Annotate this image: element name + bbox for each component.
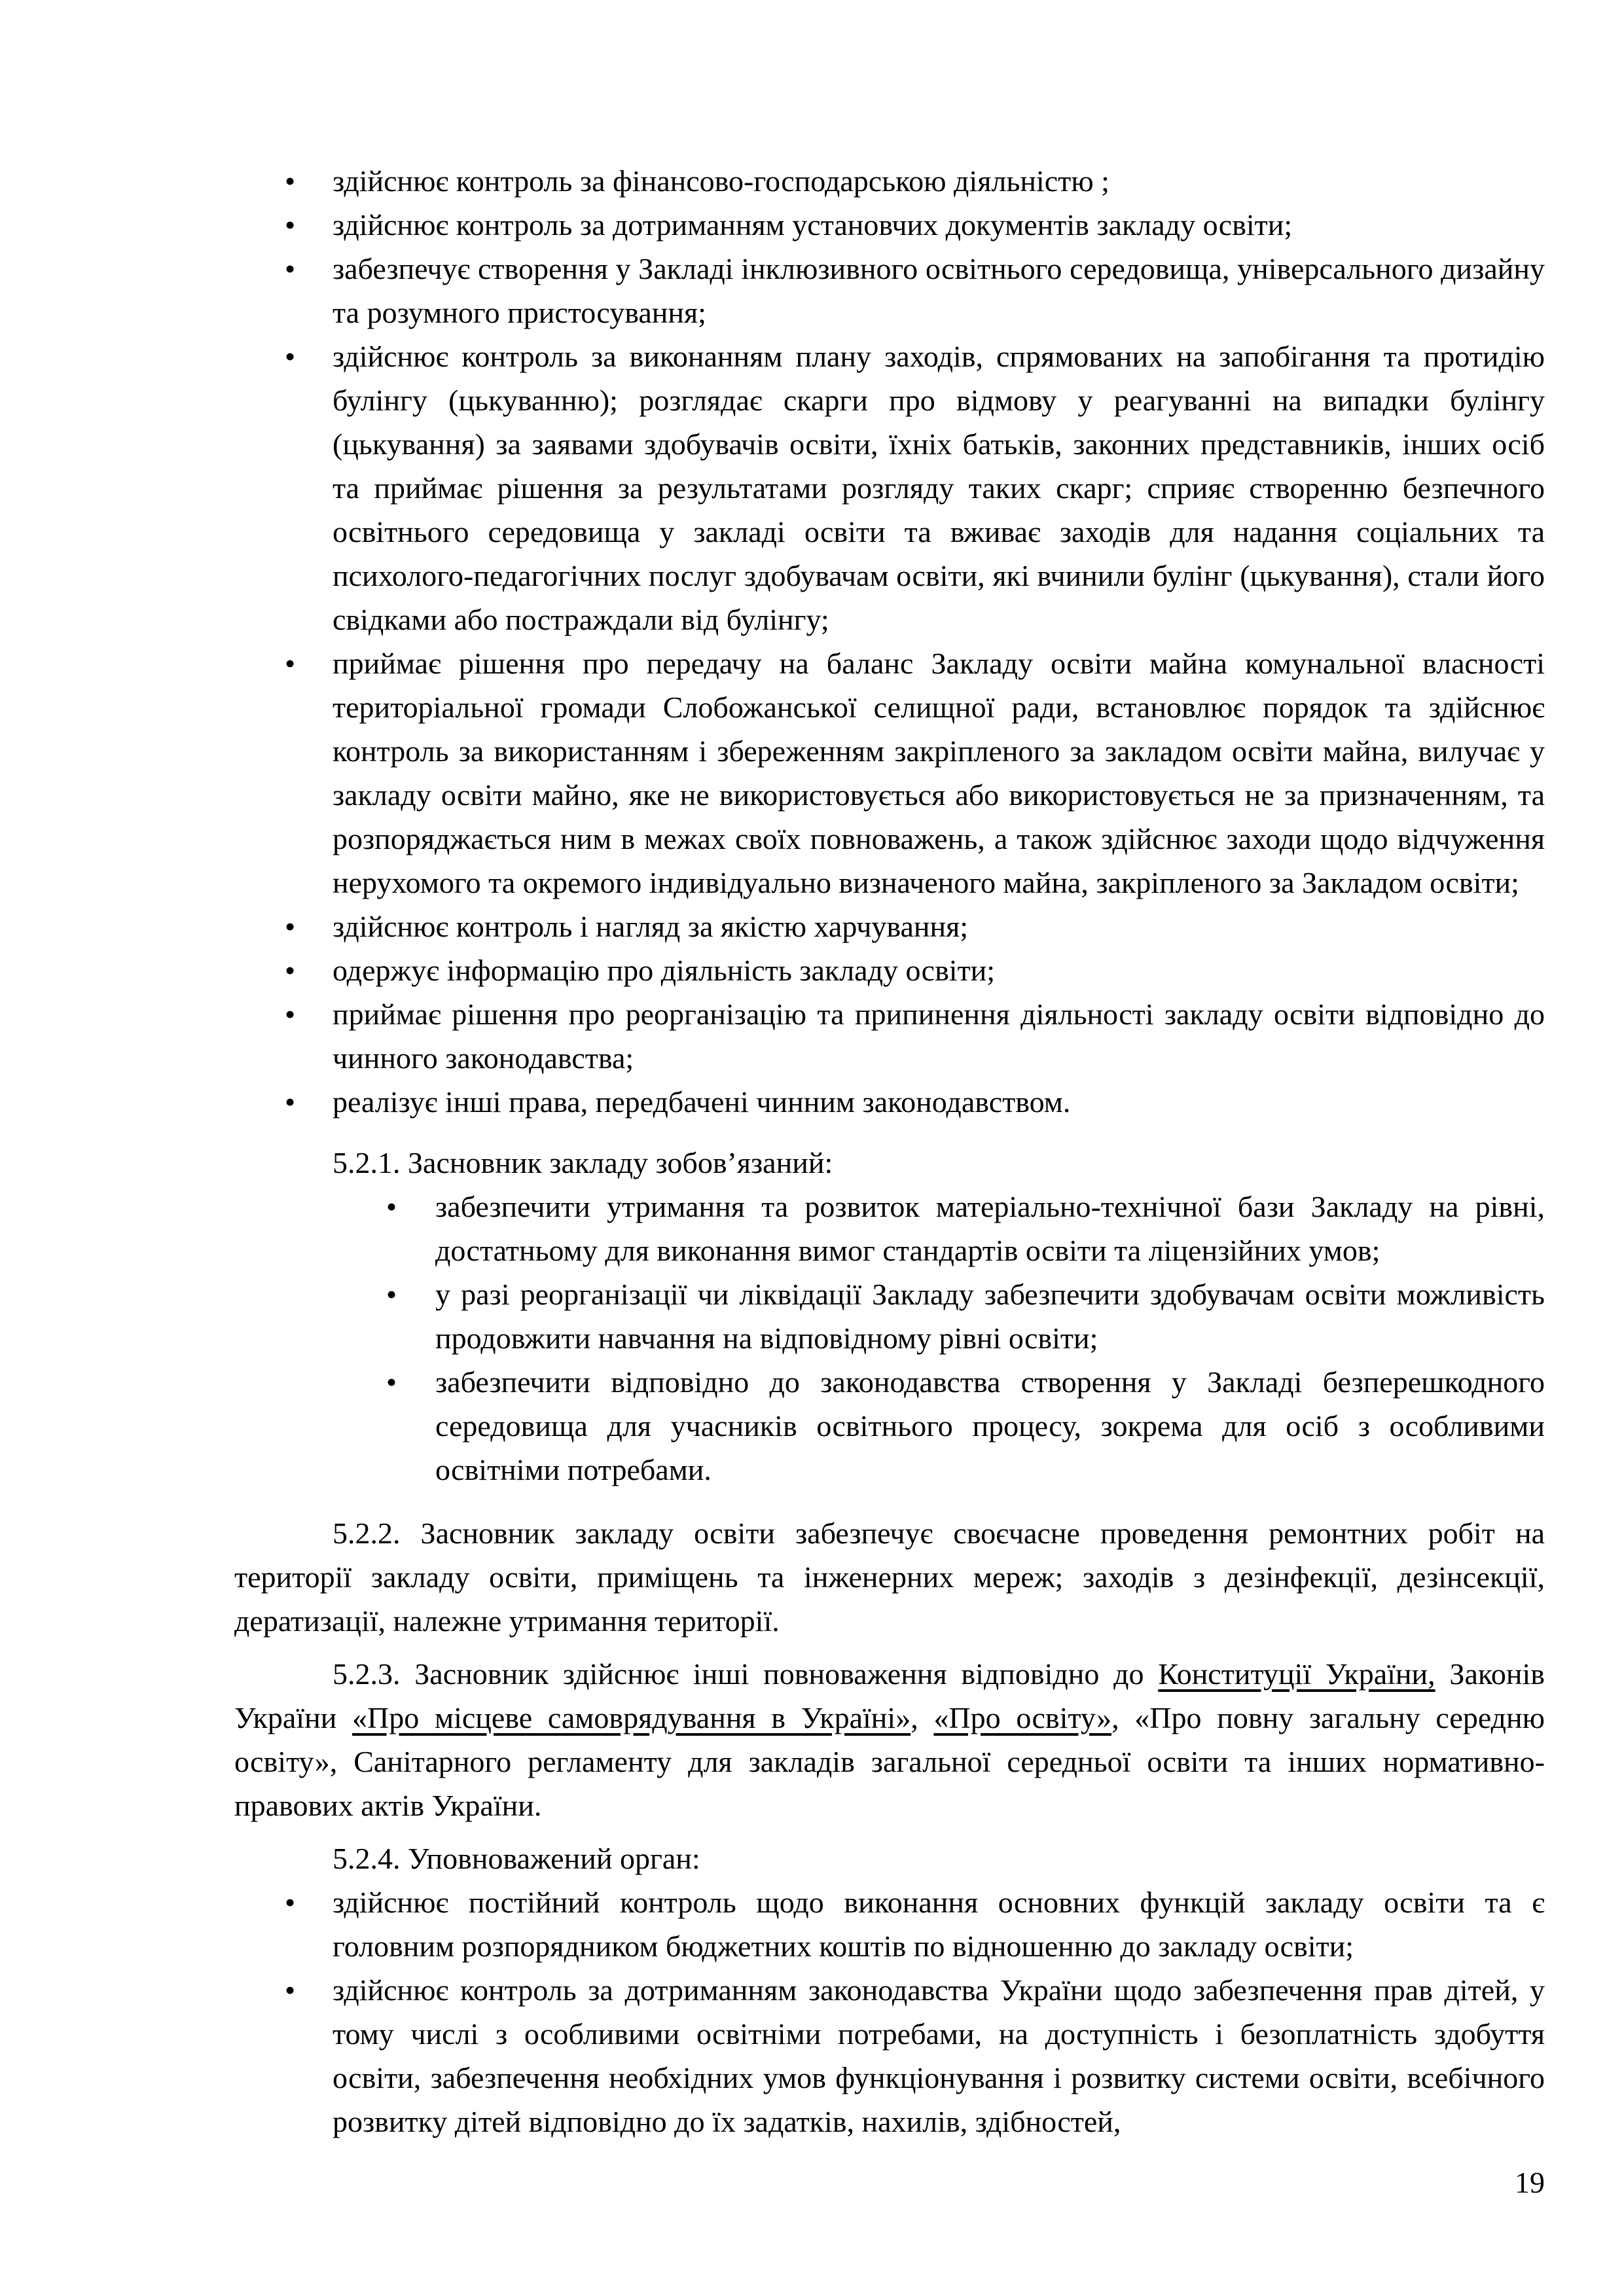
list-item — [234, 1272, 1545, 1360]
list-item — [234, 948, 1545, 992]
paragraph-text: , «Про повну загальну середню освіту», Санітарного регламенту для закладів загальної середньої освіти та інших нормативно-правових актів України. — [234, 1701, 1545, 1822]
list-item-text: приймає рішення про передачу на баланс Закладу освіти майна комунальної власності територіальної громади Слобожанської селищної ради, встановлює порядок та здійснює контроль за використанням і збереженням закріпленого за закладом освіти майна, вилучає у закладу освіти майно, яке не використовується або використовується не за призначенням, та розпоряджається ним в межах своїх повноважень, а також здійснює заходи щодо відчуження нерухомого та окремого індивідуально визначеного майна, закріпленого за Закладом освіти; — [333, 647, 1545, 899]
list-item — [234, 1968, 1545, 2144]
list-item-text: забезпечити утримання та розвиток матеріально-технічної бази Закладу на рівні, достатньому для виконання вимог стандартів освіти та ліцензійних умов; — [435, 1190, 1545, 1267]
list-item — [234, 641, 1545, 905]
paragraph-text: Законів України — [234, 1657, 1545, 1734]
section-5-2-3-paragraph — [234, 1652, 1545, 1827]
list-item — [234, 1080, 1545, 1124]
list-item-text: здійснює контроль і нагляд за якістю харчування; — [333, 910, 969, 943]
list-item-text: приймає рішення про реорганізацію та припинення діяльності закладу освіти відповідно до чинного законодавства; — [333, 997, 1545, 1075]
bullet-icon: • — [285, 208, 296, 242]
list-item-text: забезпечити відповідно до законодавства створення у Закладі безперешкодного середовища для учасників освітнього процесу, зокрема для осіб з особливими освітніми потребами. — [435, 1365, 1545, 1486]
bullet-icon: • — [285, 340, 296, 373]
list-item-text: здійснює постійний контроль щодо виконання основних функцій закладу освіти та є головним розпорядником бюджетних коштів по відношенню до закладу освіти; — [333, 1886, 1545, 1963]
section-5-2-4-heading: 5.2.4. Уповноважений орган: — [333, 1842, 700, 1875]
bullet-icon: • — [285, 164, 296, 198]
list-item-text: здійснює контроль за фінансово-господарською діяльністю ; — [333, 164, 1110, 198]
page-number: 19 — [1515, 2166, 1545, 2199]
list-item — [234, 203, 1545, 247]
bullet-icon: • — [285, 1085, 296, 1119]
list-item-text: здійснює контроль за дотриманням установчих документів закладу освіти; — [333, 208, 1293, 242]
paragraph-text: 5.2.3. Засновник здійснює інші повноваження відповідно до — [333, 1657, 1159, 1691]
list-item — [234, 1360, 1545, 1492]
law-reference-local-self-government: «Про місцеве самоврядування в Україні» — [352, 1701, 911, 1734]
bullet-icon: • — [386, 1190, 397, 1223]
bullet-icon: • — [285, 910, 296, 943]
list-item-text: забезпечує створення у Закладі інклюзивного освітнього середовища, універсального дизайну та розумного пристосування; — [333, 252, 1545, 329]
list-item-text: реалізує інші права, передбачені чинним законодавством. — [333, 1085, 1071, 1119]
page-content — [234, 159, 1545, 2144]
list-item — [234, 334, 1545, 641]
list-item — [234, 1185, 1545, 1272]
bullet-icon: • — [285, 954, 296, 987]
bullet-icon: • — [285, 1886, 296, 1919]
bullet-icon: • — [285, 647, 296, 680]
bullet-icon: • — [386, 1365, 397, 1399]
bullet-icon: • — [285, 1973, 296, 2007]
list-item — [234, 247, 1545, 334]
list-item-text: здійснює контроль за виконанням плану заходів, спрямованих на запобігання та протидію булінгу (цькуванню); розглядає скарги про відмову у реагуванні на випадки булінгу (цькування) за заявами здобувачів освіти, їхніх батьків, законних представників, інших осіб та приймає рішення за результатами розгляду таких скарг; сприяє створенню безпечного освітнього середовища у закладі освіти та вживає заходів для надання соціальних та психолого-педагогічних послуг здобувачам освіти, які вчинили булінг (цькування), стали його свідками або постраждали від булінгу; — [333, 340, 1545, 636]
section-5-2-1-heading: 5.2.1. Засновник закладу зобов’язаний: — [333, 1146, 833, 1179]
law-reference-constitution: Конституції України, — [1158, 1657, 1435, 1691]
paragraph-text: , — [911, 1701, 934, 1734]
list-item — [234, 1880, 1545, 1968]
list-item-text: здійснює контроль за дотриманням законодавства України щодо забезпечення прав дітей, у тому числі з особливими освітніми потребами, на доступність і безоплатність здобуття освіти, забезпечення необхідних умов функціонування і розвитку системи освіти, всебічного розвитку дітей відповідно до їх задатків, нахилів, здібностей, — [333, 1973, 1545, 2138]
law-reference-education: «Про освіту» — [933, 1701, 1112, 1734]
bullet-icon: • — [285, 997, 296, 1031]
list-item — [234, 992, 1545, 1080]
list-item — [234, 159, 1545, 203]
section-5-2-2-paragraph: 5.2.2. Засновник закладу освіти забезпечує своєчасне проведення ремонтних робіт на території закладу освіти, приміщень та інженерних мереж; заходів з дезінфекції, дезінсекції, дератизації, належне утримання території. — [234, 1516, 1545, 1638]
bullet-icon: • — [386, 1278, 397, 1311]
list-item-text: одержує інформацію про діяльність закладу освіти; — [333, 954, 996, 987]
list-item — [234, 905, 1545, 948]
list-item-text: у разі реорганізації чи ліквідації Закладу забезпечити здобувачам освіти можливість продовжити навчання на відповідному рівні освіти; — [435, 1278, 1545, 1355]
bullet-icon: • — [285, 252, 296, 285]
